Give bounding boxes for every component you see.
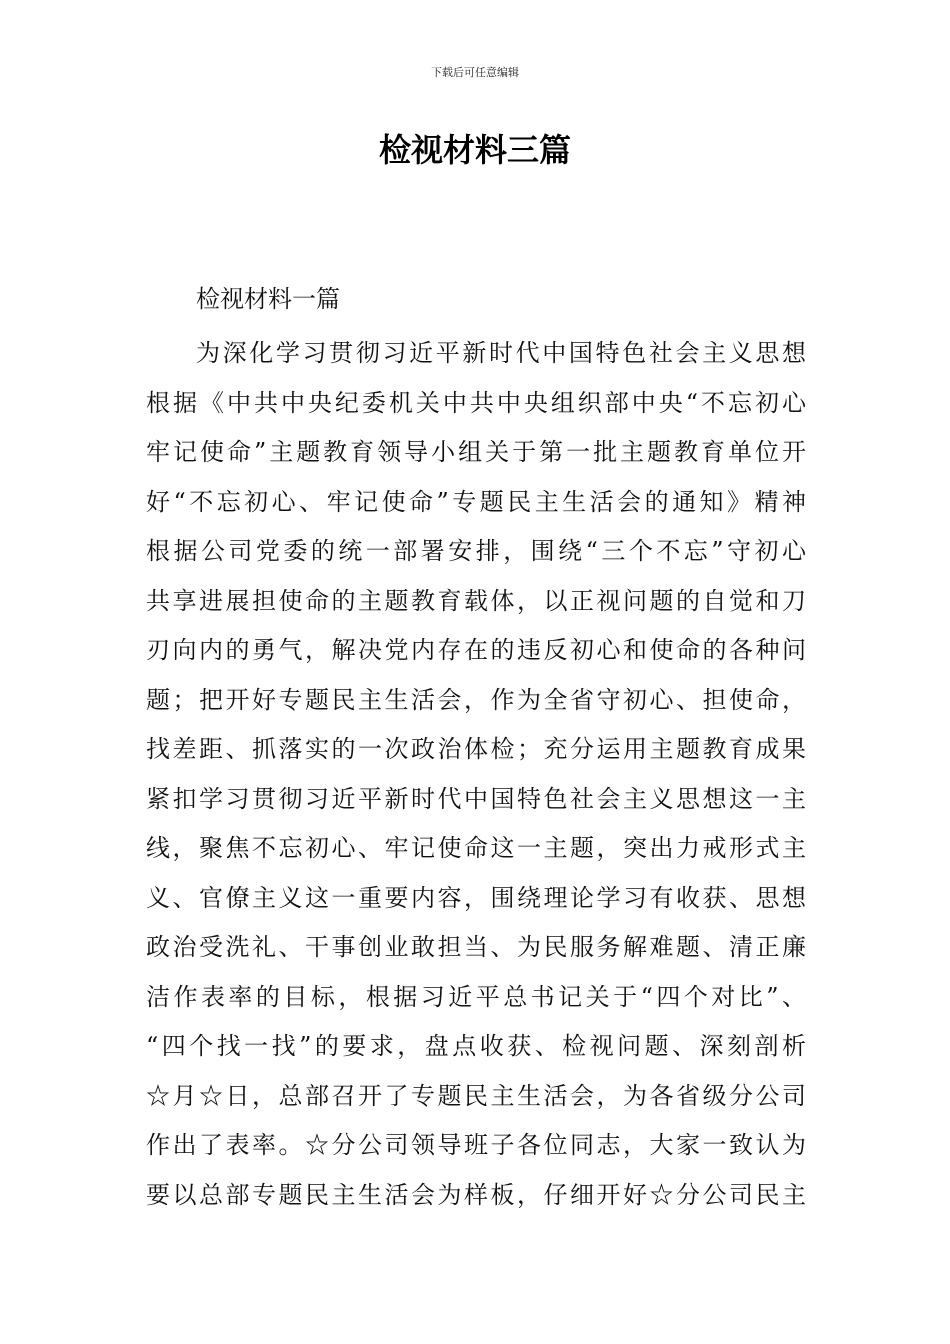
paragraph-line: “四个找一找”的要求，盘点收获、检视问题、深刻剖析 (146, 1032, 806, 1060)
document-title: 检视材料三篇 (378, 131, 571, 169)
paragraph-line: 刃向内的勇气，解决党内存在的违反初心和使命的各种问 (146, 636, 806, 664)
paragraph-line: 政治受洗礼、干事创业敢担当、为民服务解难题、清正廉 (146, 933, 806, 961)
paragraph-line: 好“不忘初心、牢记使命”专题民主生活会的通知》精神 (146, 487, 806, 516)
paragraph-line: 根据《中共中央纪委机关中共中央组织部中央“不忘初心 (146, 388, 806, 417)
paragraph-line: 找差距、抓落实的一次政治体检；充分运用主题教育成果 (146, 735, 806, 763)
paragraph-line: 线，聚焦不忘初心、牢记使命这一主题，突出力戒形式主 (146, 834, 806, 862)
body-paragraph (146, 329, 806, 1220)
paragraph-line: 为深化学习贯彻习近平新时代中国特色社会主义思想 (196, 339, 806, 367)
paragraph-line: ☆月☆日，总部召开了专题民主生活会，为各省级分公司 (146, 1081, 806, 1110)
paragraph-line: 洁作表率的目标，根据习近平总书记关于“四个对比”、 (146, 982, 806, 1011)
paragraph-line: 共享进展担使命的主题教育载体，以正视问题的自觉和刀 (146, 586, 806, 615)
paragraph-line: 作出了表率。☆分公司领导班子各位同志，大家一致认为 (146, 1131, 806, 1159)
paragraph-line: 要以总部专题民主生活会为样板，仔细开好☆分公司民主 (146, 1180, 806, 1209)
paragraph-line: 义、官僚主义这一重要内容，围绕理论学习有收获、思想 (146, 883, 806, 912)
paragraph-line: 题；把开好专题民主生活会，作为全省守初心、担使命， (146, 685, 806, 714)
paragraph-line: 根据公司党委的统一部署安排，围绕“三个不忘”守初心 (146, 537, 806, 565)
paragraph-line: 紧扣学习贯彻习近平新时代中国特色社会主义思想这一主 (146, 784, 806, 813)
section-heading: 检视材料一篇 (196, 285, 340, 313)
paragraph-line: 牢记使命”主题教育领导小组关于第一批主题教育单位开 (146, 438, 806, 466)
header-note: 下载后可任意编辑 (431, 66, 519, 79)
